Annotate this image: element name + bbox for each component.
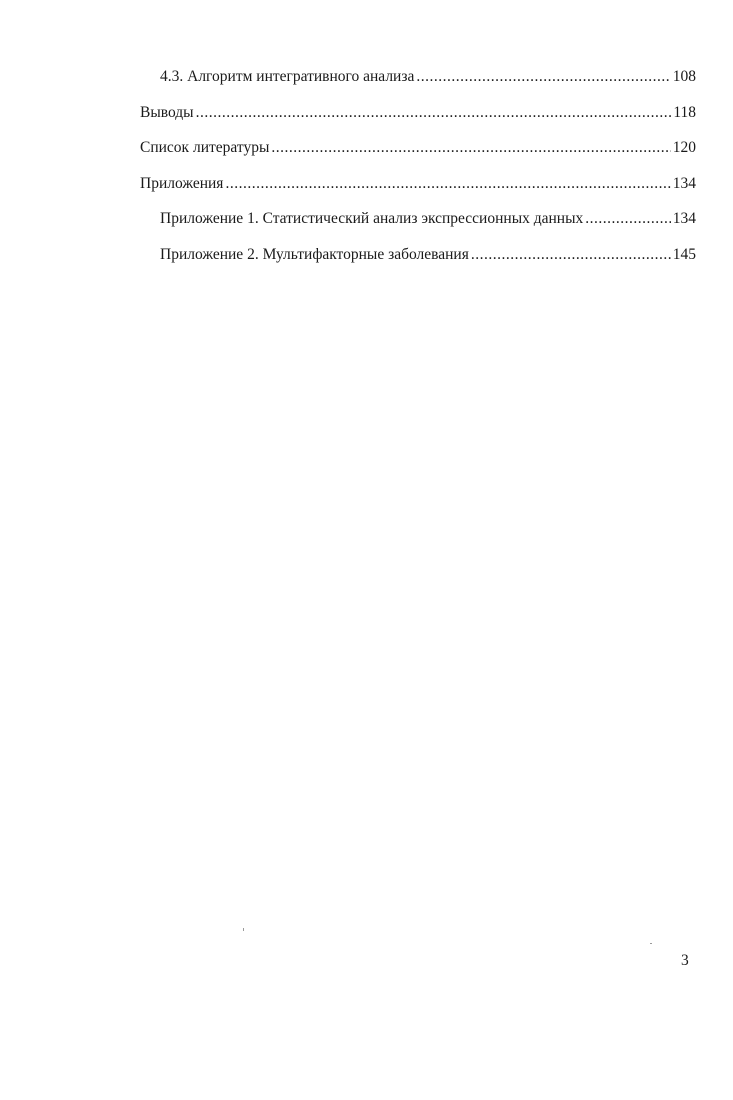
toc-leader-dots (471, 244, 671, 266)
toc-entry-conclusions (140, 102, 696, 138)
toc-entry-title: Приложение 1. Статистический анализ экспрессионных данных (160, 210, 584, 228)
toc-entry-title: 4.3. Алгоритм интегративного анализа (160, 68, 415, 85)
toc-entry-references (140, 137, 696, 173)
table-of-contents (140, 66, 696, 280)
toc-entry-page: 108 (672, 68, 696, 85)
scan-speck (243, 928, 244, 931)
page-number: 3 (681, 952, 689, 969)
toc-entry-title: Список литературы (140, 139, 270, 157)
toc-entry-page: 134 (672, 210, 696, 228)
toc-leader-dots (271, 137, 670, 159)
toc-entry-appendix-2 (140, 244, 696, 280)
toc-entry-page: 118 (673, 103, 696, 121)
toc-entry-title: Приложения (140, 174, 224, 192)
toc-entry-appendices (140, 173, 696, 209)
toc-entry-appendix-1 (140, 208, 696, 244)
toc-entry-title: Выводы (140, 103, 194, 121)
toc-entry-page: 145 (672, 245, 696, 263)
toc-leader-dots (585, 208, 670, 230)
toc-leader-dots (416, 66, 670, 88)
scan-speck (650, 943, 652, 944)
toc-entry-4-3 (140, 66, 696, 102)
toc-entry-title: Приложение 2. Мультифакторные заболевания (160, 245, 469, 263)
toc-leader-dots (196, 102, 672, 124)
toc-leader-dots (225, 173, 670, 195)
toc-entry-page: 120 (672, 139, 696, 157)
toc-entry-page: 134 (672, 174, 696, 192)
